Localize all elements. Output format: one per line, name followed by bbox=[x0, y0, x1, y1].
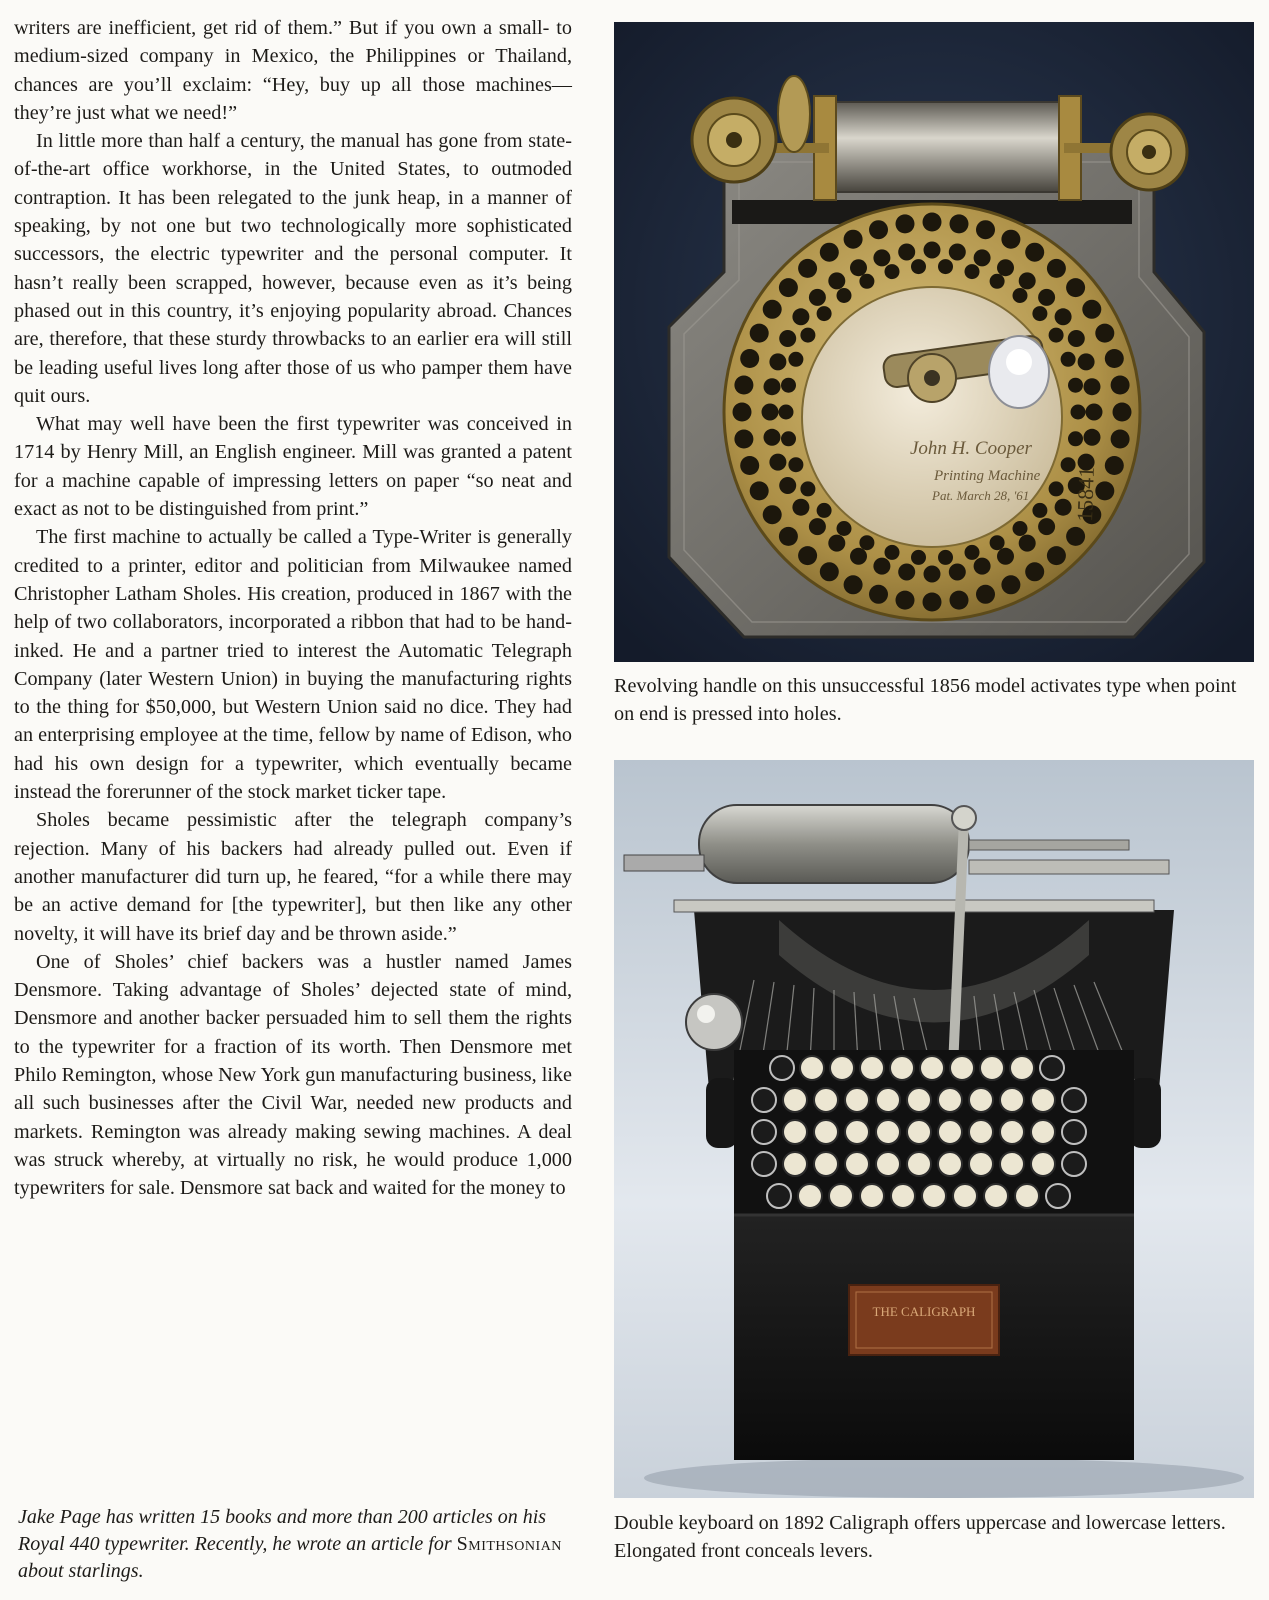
keyboard-key bbox=[1000, 1088, 1024, 1112]
type-hole bbox=[1066, 278, 1085, 297]
type-hole bbox=[938, 259, 953, 274]
type-hole bbox=[923, 213, 942, 232]
type-hole bbox=[950, 591, 969, 610]
caption-caligraph: Double keyboard on 1892 Caligraph offers uppercase and lowercase letters. Elongated front conceals levers. bbox=[614, 1512, 1226, 1563]
type-hole bbox=[850, 259, 867, 276]
author-bio bbox=[18, 1504, 578, 1585]
article-paragraph-1: writers are inefficient, get rid of them.” But if you own a small- to medium-sized company in Mexico, the Philippines or Thailand, chances are you’ll exclaim: “Hey, buy up all those machines—they’re just what we need!” bbox=[14, 17, 572, 124]
type-hole bbox=[924, 566, 941, 583]
keyboard-key bbox=[891, 1184, 915, 1208]
keyboard-key bbox=[938, 1120, 962, 1144]
caligraph-illustration bbox=[614, 760, 1254, 1498]
type-hole bbox=[1013, 288, 1028, 303]
type-hole bbox=[798, 259, 817, 278]
type-hole bbox=[1066, 527, 1085, 546]
keyboard-key bbox=[1031, 1152, 1055, 1176]
type-hole bbox=[779, 278, 798, 297]
type-hole bbox=[750, 481, 769, 500]
photo-caligraph-1892 bbox=[614, 760, 1254, 1498]
type-hole bbox=[798, 546, 817, 565]
keyboard-key bbox=[1000, 1120, 1024, 1144]
type-hole bbox=[817, 503, 832, 518]
keyboard-key bbox=[969, 1088, 993, 1112]
type-hole bbox=[1038, 518, 1055, 535]
keyboard-key bbox=[845, 1120, 869, 1144]
type-hole bbox=[734, 430, 753, 449]
article-paragraph-2: In little more than half a century, the manual has gone from state-of-the-art office workhorse, in the United States, to outmoded contraption. It has been relegated to the junk heap, in a manner of speaking, by not one but two technologically more sophisticated successors, the electric typewriter and the personal computer. It hasn’t really been scrapped, however, because even as it’s being phased out in this country, it’s enjoying popularity abroad. Chances are, therefore, that these sturdy throwbacks to an earlier era will still be leading useful lives long after those of us who pamper them have quit ours. bbox=[14, 130, 572, 407]
inscription-line-2: Printing Machine bbox=[934, 468, 1041, 484]
type-hole bbox=[792, 308, 809, 325]
type-hole bbox=[1082, 300, 1101, 319]
type-hole bbox=[1038, 289, 1055, 306]
type-hole bbox=[1068, 330, 1085, 347]
type-hole bbox=[990, 535, 1005, 550]
keyboard-key bbox=[1031, 1120, 1055, 1144]
keyboard-key bbox=[860, 1184, 884, 1208]
keyboard-key bbox=[814, 1152, 838, 1176]
type-hole bbox=[844, 575, 863, 594]
type-hole bbox=[762, 404, 779, 421]
keyboard-key bbox=[752, 1120, 776, 1144]
type-hole bbox=[1055, 308, 1072, 325]
keyboard-key bbox=[829, 1184, 853, 1208]
type-hole bbox=[1068, 378, 1083, 393]
keyboard-key bbox=[798, 1184, 822, 1208]
type-hole bbox=[898, 564, 915, 581]
type-hole bbox=[923, 593, 942, 612]
type-hole bbox=[1061, 352, 1076, 367]
type-hole bbox=[873, 558, 890, 575]
type-hole bbox=[779, 405, 794, 420]
keyboard-key bbox=[876, 1152, 900, 1176]
type-hole bbox=[859, 274, 874, 289]
keyboard-key bbox=[907, 1120, 931, 1144]
typewriter-1856-illustration bbox=[614, 22, 1254, 662]
keyboard-key bbox=[830, 1056, 854, 1080]
type-hole bbox=[885, 545, 900, 560]
keyboard-key bbox=[752, 1152, 776, 1176]
magazine-name: Smithsonian bbox=[456, 1533, 562, 1555]
type-hole bbox=[1019, 272, 1036, 289]
keyboard-key bbox=[1062, 1088, 1086, 1112]
type-hole bbox=[850, 548, 867, 565]
keyboard-key bbox=[845, 1152, 869, 1176]
type-hole bbox=[779, 527, 798, 546]
type-hole bbox=[949, 244, 966, 261]
keyboard-key bbox=[845, 1088, 869, 1112]
keyboard-key bbox=[890, 1056, 914, 1080]
keyboard-key bbox=[876, 1120, 900, 1144]
photo-1856-typewriter bbox=[614, 22, 1254, 662]
type-hole bbox=[911, 259, 926, 274]
keyboard-key bbox=[920, 1056, 944, 1080]
type-hole bbox=[817, 306, 832, 321]
keyboard-key bbox=[783, 1088, 807, 1112]
keyboard-key bbox=[969, 1120, 993, 1144]
nameplate-text: THE CALIGRAPH bbox=[872, 1304, 976, 1319]
type-hole bbox=[896, 591, 915, 610]
keyboard-key bbox=[770, 1056, 794, 1080]
keyboard-key bbox=[969, 1152, 993, 1176]
author-bio-end: about starlings. bbox=[18, 1560, 144, 1582]
inscription-line-3: Pat. March 28, '61 bbox=[932, 488, 1030, 503]
type-hole bbox=[792, 499, 809, 516]
type-hole bbox=[763, 505, 782, 524]
type-hole bbox=[740, 456, 759, 475]
type-hole bbox=[1084, 429, 1101, 446]
type-hole bbox=[1111, 430, 1130, 449]
type-hole bbox=[873, 249, 890, 266]
type-hole bbox=[1032, 503, 1047, 518]
caption-1856-model: Revolving handle on this unsuccessful 1856 model activates type when point on end is pressed into holes. bbox=[614, 675, 1237, 726]
type-hole bbox=[1049, 328, 1064, 343]
type-hole bbox=[997, 548, 1014, 565]
type-hole bbox=[869, 585, 888, 604]
type-hole bbox=[1068, 431, 1083, 446]
type-hole bbox=[1086, 404, 1103, 421]
type-hole bbox=[976, 220, 995, 239]
keyboard-key bbox=[1000, 1152, 1024, 1176]
keyboard-key bbox=[1031, 1088, 1055, 1112]
type-hole bbox=[733, 403, 752, 422]
type-hole bbox=[896, 214, 915, 233]
type-hole bbox=[938, 550, 953, 565]
keyboard-key bbox=[1062, 1120, 1086, 1144]
type-hole bbox=[763, 300, 782, 319]
type-hole bbox=[809, 518, 826, 535]
type-hole bbox=[974, 558, 991, 575]
type-hole bbox=[837, 288, 852, 303]
keyboard-key bbox=[938, 1088, 962, 1112]
inscription-line-1: John H. Cooper bbox=[910, 438, 1032, 459]
article-paragraph-5: Sholes became pessimistic after the telegraph company’s rejection. Many of his backers had already pulled out. Even if another manufacturer did turn up, he feared, “for a while there may be an active demand for [the typewriter], but then like any other novelty, it will have its brief day and be thrown aside.” bbox=[14, 809, 572, 945]
keyboard-key bbox=[783, 1152, 807, 1176]
type-hole bbox=[965, 264, 980, 279]
type-hole bbox=[828, 535, 845, 552]
keyboard-key bbox=[907, 1088, 931, 1112]
type-hole bbox=[965, 545, 980, 560]
keyboard-key bbox=[1046, 1184, 1070, 1208]
type-hole bbox=[734, 376, 753, 395]
keyboard-key bbox=[800, 1056, 824, 1080]
type-hole bbox=[976, 585, 995, 604]
type-hole bbox=[1049, 481, 1064, 496]
type-hole bbox=[1055, 499, 1072, 516]
type-hole bbox=[990, 274, 1005, 289]
type-hole bbox=[750, 324, 769, 343]
type-hole bbox=[859, 535, 874, 550]
type-hole bbox=[740, 349, 759, 368]
keyboard-key bbox=[876, 1088, 900, 1112]
type-hole bbox=[781, 378, 796, 393]
type-hole bbox=[769, 353, 786, 370]
type-hole bbox=[1084, 378, 1101, 395]
type-hole bbox=[898, 244, 915, 261]
type-hole bbox=[800, 328, 815, 343]
keyboard-key bbox=[783, 1120, 807, 1144]
article-paragraph-4: The first machine to actually be called a Type-Writer is generally credited to a printer, editor and politician from Milwaukee named Christopher Latham Sholes. His creation, produced in 1867 with the help of two collaborators, incorporated a ribbon that had to be hand-inked. He and a partner tried to interest the Automatic Telegraph Company (later Western Union) in buying the manufacturing rights to the thing for $50,000, but Western Union said no dice. They had an enterprising employee at the time, fellow by name of Edison, who had his own design for a typewriter, which eventually became instead the forerunner of the stock market ticker tape. bbox=[14, 526, 572, 804]
type-hole bbox=[1111, 376, 1130, 395]
keyboard-key bbox=[980, 1056, 1004, 1080]
type-hole bbox=[769, 454, 786, 471]
type-hole bbox=[911, 550, 926, 565]
keyboard-key bbox=[1040, 1056, 1064, 1080]
type-hole bbox=[844, 230, 863, 249]
keyboard-key bbox=[938, 1152, 962, 1176]
type-hole bbox=[788, 352, 803, 367]
keyboard-key bbox=[953, 1184, 977, 1208]
type-hole bbox=[1047, 546, 1066, 565]
type-hole bbox=[1025, 562, 1044, 581]
type-hole bbox=[764, 378, 781, 395]
article-body bbox=[14, 14, 572, 1202]
type-hole bbox=[997, 259, 1014, 276]
type-hole bbox=[1078, 353, 1095, 370]
type-hole bbox=[950, 214, 969, 233]
type-hole bbox=[1071, 405, 1086, 420]
type-hole bbox=[828, 272, 845, 289]
type-hole bbox=[781, 431, 796, 446]
keyboard-key bbox=[1062, 1152, 1086, 1176]
keyboard-key bbox=[752, 1088, 776, 1112]
type-hole bbox=[1019, 535, 1036, 552]
keyboard-key bbox=[767, 1184, 791, 1208]
type-hole bbox=[1105, 349, 1124, 368]
type-hole bbox=[764, 429, 781, 446]
serial-number: 15841 bbox=[1072, 466, 1099, 523]
keyboard-key bbox=[1010, 1056, 1034, 1080]
type-hole bbox=[788, 457, 803, 472]
keyboard-key bbox=[907, 1152, 931, 1176]
type-hole bbox=[1047, 259, 1066, 278]
type-hole bbox=[1113, 403, 1132, 422]
type-hole bbox=[1032, 306, 1047, 321]
type-hole bbox=[837, 521, 852, 536]
keyboard-key bbox=[814, 1088, 838, 1112]
keyboard-key bbox=[814, 1120, 838, 1144]
article-paragraph-3: What may well have been the first typewriter was conceived in 1714 by Henry Mill, an English engineer. Mill was granted a patent for a machine capable of impressing letters on paper “so neat and exact as not to be distinguished from print.” bbox=[14, 413, 572, 521]
keyboard-key bbox=[922, 1184, 946, 1208]
keyboard-key bbox=[860, 1056, 884, 1080]
type-hole bbox=[1095, 324, 1114, 343]
type-hole bbox=[1105, 456, 1124, 475]
type-hole bbox=[779, 477, 796, 494]
type-hole bbox=[1001, 230, 1020, 249]
type-hole bbox=[1001, 575, 1020, 594]
type-hole bbox=[974, 249, 991, 266]
author-bio-text: Jake Page has written 15 books and more than 200 articles on his Royal 440 typewriter. Recently, he wrote an article for bbox=[18, 1506, 547, 1555]
type-hole bbox=[800, 481, 815, 496]
type-hole bbox=[924, 242, 941, 259]
type-hole bbox=[820, 562, 839, 581]
type-hole bbox=[949, 564, 966, 581]
keyboard-key bbox=[950, 1056, 974, 1080]
keyboard-key bbox=[984, 1184, 1008, 1208]
type-hole bbox=[1013, 521, 1028, 536]
type-hole bbox=[869, 220, 888, 239]
type-hole bbox=[885, 264, 900, 279]
article-paragraph-6: One of Sholes’ chief backers was a hustler named James Densmore. Taking advantage of Sholes’ dejected state of mind, Densmore and another backer persuaded him to sell them the rights to the typewriter for a fraction of its worth. Then Densmore met Philo Remington, whose New York gun manufacturing business, like all such businesses after the Civil War, needed new products and markets. Remington was already making sewing machines. A deal was struck whereby, at virtually no risk, he would produce 1,000 typewriters for sale. Densmore sat back and waited for the money to bbox=[14, 950, 572, 1200]
type-hole bbox=[809, 289, 826, 306]
type-hole bbox=[1025, 243, 1044, 262]
type-hole bbox=[820, 243, 839, 262]
keyboard-key bbox=[1015, 1184, 1039, 1208]
type-hole bbox=[779, 330, 796, 347]
